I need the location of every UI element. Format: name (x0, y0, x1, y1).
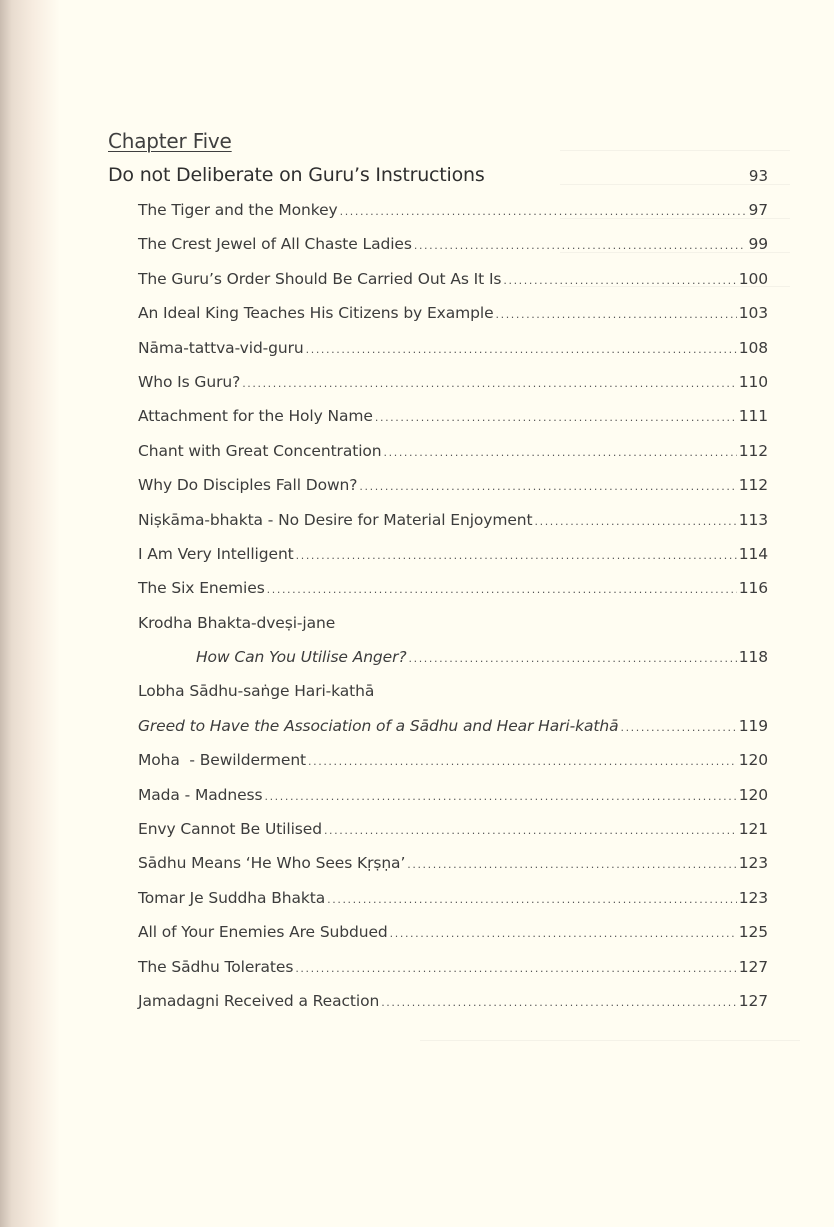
toc-entry (108, 915, 768, 949)
toc-entry-title: Tomar Je Suddha Bhakta (138, 888, 326, 907)
toc-entry-title: Niṣkāma-bhakta - No Desire for Material Enjoyment (138, 510, 533, 529)
toc-entry-title: Who Is Guru? (138, 372, 241, 391)
toc-entry (108, 365, 768, 399)
dot-leader (503, 264, 736, 298)
toc-entry (108, 846, 768, 880)
toc-entry (108, 262, 768, 296)
toc-entry (108, 571, 768, 605)
chapter-title-row (108, 157, 768, 193)
toc-entry-page: 119 (738, 716, 768, 735)
dot-leader (535, 505, 737, 539)
toc-entry-title: All of Your Enemies Are Subdued (138, 923, 388, 942)
chapter-label: Chapter Five (108, 129, 232, 153)
dot-leader (414, 229, 747, 263)
dot-leader (390, 917, 737, 951)
toc-entry-page: 118 (738, 648, 768, 667)
dot-leader (381, 986, 737, 1020)
table-of-contents (108, 125, 768, 1018)
dot-leader (620, 711, 736, 745)
toc-entry-page: 127 (738, 991, 768, 1010)
toc-entry (108, 468, 768, 502)
toc-entry-page: 112 (738, 441, 768, 460)
toc-entry-page: 110 (738, 372, 768, 391)
toc-entry-page: 108 (738, 338, 768, 357)
toc-entry-title: The Crest Jewel of All Chaste Ladies (138, 235, 412, 254)
toc-entry-title: Envy Cannot Be Utilised (138, 820, 322, 839)
toc-entry-heading (108, 674, 768, 708)
dot-leader (306, 333, 737, 367)
toc-entry-title: Nāma-tattva-vid-guru (138, 338, 304, 357)
toc-entry-page: 111 (738, 407, 768, 426)
toc-entry-page: 123 (738, 854, 768, 873)
toc-entry-title: Chant with Great Concentration (138, 441, 382, 460)
dot-leader (264, 780, 736, 814)
toc-entry (108, 984, 768, 1018)
toc-entry-title: I Am Very Intelligent (138, 544, 294, 563)
toc-entry (108, 537, 768, 571)
toc-entry-title: The Tiger and the Monkey (138, 201, 338, 219)
toc-entry-title: Jamadagni Received a Reaction (138, 991, 380, 1010)
toc-entry-heading (108, 606, 768, 640)
toc-entry-page: 103 (738, 304, 768, 323)
toc-entry (108, 434, 768, 468)
toc-entry-title: The Guru’s Order Should Be Carried Out As It Is (138, 269, 502, 288)
toc-entry (108, 881, 768, 915)
toc-entry (108, 950, 768, 984)
toc-entry-page: 127 (738, 957, 768, 976)
toc-entry (108, 296, 768, 330)
toc-entry (108, 778, 768, 812)
dot-leader (496, 298, 737, 332)
dot-leader (296, 539, 737, 573)
toc-entry-title: The Six Enemies (138, 579, 265, 598)
dot-leader (359, 470, 736, 504)
dot-leader (407, 848, 736, 882)
toc-entry-page: 112 (738, 476, 768, 495)
dot-leader (242, 367, 737, 401)
toc-entry (108, 743, 768, 777)
dot-leader (295, 952, 736, 986)
toc-entry-title: Lobha Sādhu-saṅge Hari-kathā (138, 682, 375, 701)
toc-entry-title: Sādhu Means ‘He Who Sees Kṛṣṇa’ (138, 854, 406, 873)
chapter-page-number: 93 (748, 167, 768, 185)
toc-entry-title: Greed to Have the Association of a Sādhu and Hear Hari-kathā (138, 716, 619, 735)
toc-entry (108, 503, 768, 537)
toc-entry-title: Attachment for the Holy Name (138, 407, 373, 426)
dot-leader (267, 573, 737, 607)
toc-entry-page: 120 (738, 785, 768, 804)
toc-entry (108, 331, 768, 365)
dot-leader (324, 814, 737, 848)
dot-leader (340, 195, 747, 229)
toc-entry-page: 120 (738, 751, 768, 770)
toc-entry-title: How Can You Utilise Anger? (196, 648, 407, 667)
toc-entry (108, 227, 768, 261)
dot-leader (409, 642, 737, 676)
toc-entry-title: Krodha Bhakta-dveṣi-jane (138, 613, 336, 632)
toc-entry-title: The Sādhu Tolerates (138, 957, 294, 976)
toc-entry (108, 812, 768, 846)
toc-entry-title: Moha - Bewilderment (138, 751, 307, 770)
dot-leader (375, 401, 737, 435)
toc-entry (108, 399, 768, 433)
toc-entry-title: An Ideal King Teaches His Citizens by Example (138, 304, 494, 323)
toc-entry-page: 113 (738, 510, 768, 529)
toc-entry-title: Mada - Madness (138, 785, 263, 804)
toc-entry-title: Why Do Disciples Fall Down? (138, 476, 358, 495)
toc-subentry (108, 709, 768, 743)
toc-entry-page: 100 (738, 269, 768, 288)
toc-entry-page: 114 (738, 544, 768, 563)
toc-entry-page: 125 (738, 923, 768, 942)
toc-entry-page: 123 (738, 888, 768, 907)
dot-leader (384, 436, 737, 470)
toc-entry-page: 97 (748, 201, 768, 219)
toc-entry (108, 193, 768, 227)
toc-entry-page: 121 (738, 820, 768, 839)
toc-entry-page: 99 (748, 235, 768, 254)
toc-entry-page: 116 (738, 579, 768, 598)
toc-subentry (108, 640, 768, 674)
page-gutter-shadow (0, 0, 60, 1227)
dot-leader (308, 745, 737, 779)
chapter-title: Do not Deliberate on Guru’s Instructions (108, 164, 485, 186)
dot-leader (327, 883, 737, 917)
